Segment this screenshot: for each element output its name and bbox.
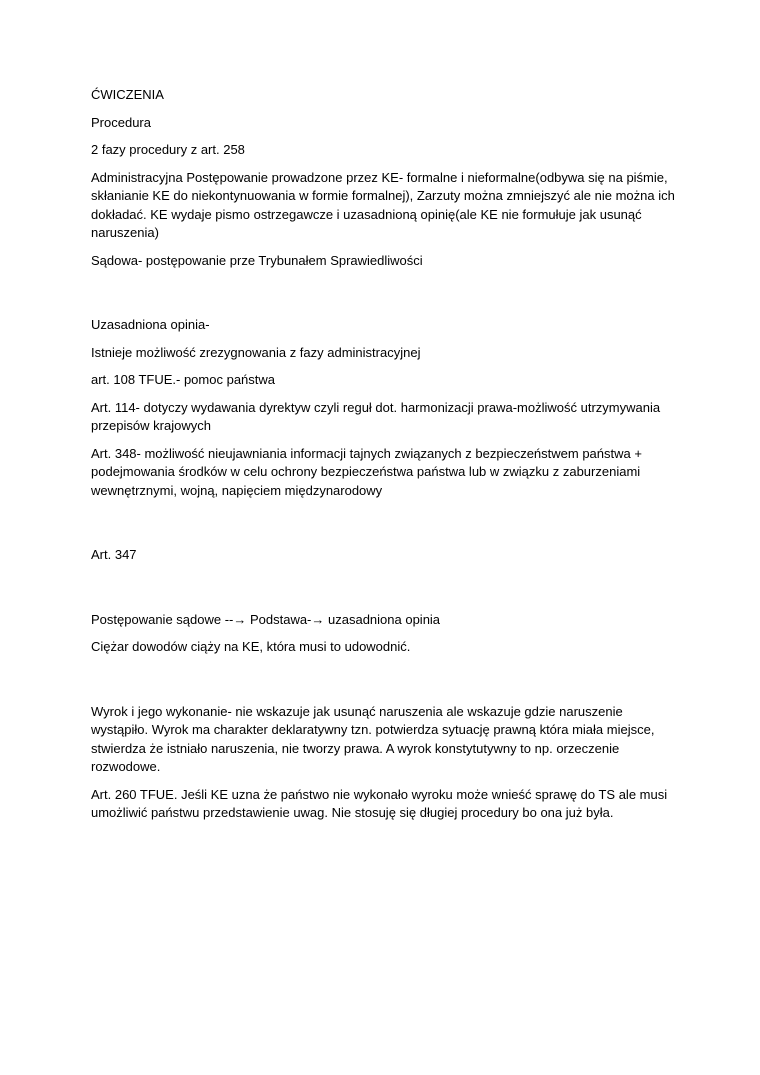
administrative-phase-paragraph [91, 169, 681, 243]
text-line: Art. 260 TFUE. Jeśli KE uzna że państwo nie wykonało wyroku może wnieść sprawę do TS ale musi [91, 786, 668, 802]
art260-paragraph [91, 786, 681, 823]
text-line: Art. 114- dotyczy wydawania dyrektyw czyli reguł dot. harmonizacji prawa-możliwość utrzymywania [91, 399, 661, 415]
art108-paragraph: art. 108 TFUE.- pomoc państwa [91, 372, 276, 387]
text-line: podejmowania środków w celu ochrony bezpieczeństwa państwa lub w związku z zaburzeniami [91, 464, 641, 479]
judgment-paragraph [91, 703, 681, 777]
text-line: umożliwić państwu przedstawienie uwag. Nie stosuję się długiej procedury bo ona już była. [91, 805, 614, 820]
art347-paragraph: Art. 347 [91, 547, 137, 562]
text-line: stwierdza że istniało naruszenia, nie tworzy prawa. A wyrok konstytutywny to np. orzeczenie [91, 740, 620, 756]
text-line: Art. 348- możliwość nieujawniania informacji tajnych związanych z bezpieczeństwem państwa + [91, 445, 642, 461]
reasoned-opinion-heading: Uzasadniona opinia- [91, 317, 210, 332]
waiver-paragraph: Istnieje możliwość zrezygnowania z fazy administracyjnej [91, 344, 421, 360]
document-heading: ĆWICZENIA [91, 87, 164, 102]
text-line: dokładać. KE wydaje pismo ostrzegawcze i uzasadnioną opinię(ale KE nie formułuje jak usunąć [91, 206, 642, 222]
court-procedure-paragraph: Postępowanie sądowe --→ Podstawa-→ uzasadniona opinia [91, 611, 441, 627]
text-line: skłanianie KE do niekontynuowania w formie formalnej), Zarzuty można zmniejszyć ale nie można ich [91, 188, 675, 203]
text-line: rozwodowe. [91, 759, 161, 774]
text-line: wewnętrznymi, wojną, napięciem międzynarodowy [91, 482, 383, 498]
text-line: naruszenia) [91, 225, 159, 240]
text-line: przepisów krajowych [91, 418, 211, 433]
art348-paragraph [91, 445, 681, 501]
text-line: wystąpiło. Wyrok ma charakter deklaratywny tzn. potwierdza sytuację prawną która miała miejsce, [91, 722, 655, 737]
section-title: Procedura [91, 114, 151, 130]
burden-of-proof-paragraph: Ciężar dowodów ciąży na KE, która musi to udowodnić. [91, 639, 411, 654]
phases-intro: 2 fazy procedury z art. 258 [91, 142, 245, 157]
text-line: Wyrok i jego wykonanie- nie wskazuje jak usunąć naruszenia ale wskazuje gdzie naruszenie [91, 703, 623, 719]
art114-paragraph [91, 399, 681, 436]
text-line: Administracyjna Postępowanie prowadzone przez KE- formalne i nieformalne(odbywa się na piśmie, [91, 169, 668, 185]
judicial-phase-paragraph: Sądowa- postępowanie prze Trybunałem Sprawiedliwości [91, 252, 423, 268]
document-page [91, 86, 681, 832]
